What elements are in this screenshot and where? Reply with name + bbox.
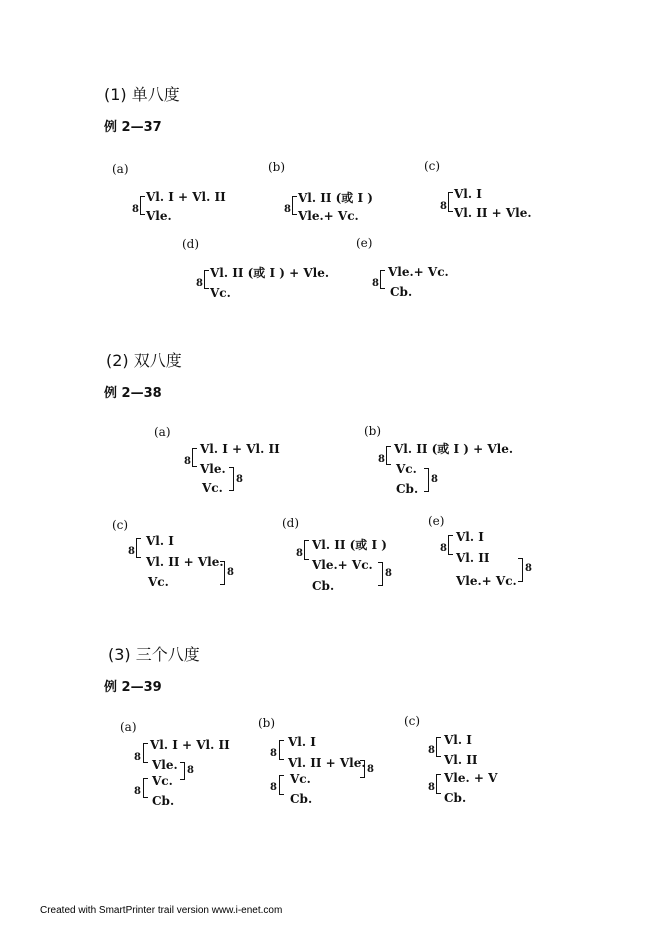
staff-line: Vl. I + Vl. II [146,190,226,204]
octave-mark: 8 [270,748,277,759]
variant-label: (c) [112,518,129,532]
octave-mark: 8 [134,752,141,763]
staff-line: Cb. [152,794,175,808]
staff-line: Cb. [312,579,335,593]
octave-mark: 8 [385,568,392,579]
octave-mark: 8 [525,563,532,574]
octave-mark: 8 [132,204,139,215]
octave-mark: 8 [378,454,385,465]
octave-bracket [220,561,225,585]
staff-line: Vl. II + Vle. [454,206,532,220]
variant-label: (b) [268,160,286,174]
octave-bracket [380,270,385,289]
watermark-footer: Created with SmartPrinter trail version www.i-enet.com [40,905,283,916]
variant-label: (e) [428,514,445,528]
octave-mark: 8 [134,786,141,797]
variant-label: (c) [404,714,421,728]
example-number: 例 2—37 [104,120,162,135]
octave-bracket [292,196,297,215]
staff-line: Vle. [146,209,172,223]
staff-line: Vc. [152,774,173,788]
staff-line: Vl. II (或 I ) [298,191,373,205]
variant-label: (a) [120,720,137,734]
octave-bracket [143,743,148,763]
staff-line: Vl. I + Vl. II [150,738,230,752]
octave-bracket [143,778,148,798]
octave-bracket [436,737,441,757]
octave-bracket [140,196,145,215]
staff-line: Vl. I [146,534,174,548]
octave-mark: 8 [227,567,234,578]
octave-bracket [229,467,234,491]
octave-mark: 8 [440,543,447,554]
octave-bracket [192,448,197,467]
variant-label: (c) [424,159,441,173]
staff-line: Vl. I + Vl. II [200,442,280,456]
variant-label: (d) [182,237,200,251]
octave-bracket [448,535,453,555]
staff-line: Vle. [200,462,226,476]
staff-line: Vl. I [444,733,472,747]
octave-mark: 8 [296,548,303,559]
staff-line: Vle. [152,758,178,772]
octave-bracket [360,760,365,778]
section-heading: (1) 单八度 [104,85,180,104]
variant-label: (b) [258,716,276,730]
octave-bracket [518,558,523,582]
octave-bracket [386,446,391,465]
octave-mark: 8 [440,201,447,212]
staff-line: Vc. [210,286,231,300]
octave-mark: 8 [372,278,379,289]
staff-line: Vc. [396,462,417,476]
staff-line: Vc. [202,481,223,495]
octave-mark: 8 [128,546,135,557]
octave-mark: 8 [270,782,277,793]
octave-bracket [424,468,429,492]
staff-line: Cb. [290,792,313,806]
octave-mark: 8 [196,278,203,289]
octave-mark: 8 [236,474,243,485]
octave-bracket [136,538,141,558]
staff-line: Cb. [444,791,467,805]
example-number: 例 2—39 [104,680,162,695]
octave-bracket [304,540,309,560]
octave-bracket [279,775,284,795]
staff-line: Vl. II (或 I ) + Vle. [210,266,330,280]
octave-mark: 8 [284,204,291,215]
staff-line: Vle.+ Vc. [298,209,359,223]
octave-bracket [180,762,185,780]
staff-line: Vl. I [288,735,316,749]
octave-bracket [436,774,441,794]
octave-bracket [279,740,284,760]
octave-mark: 8 [184,456,191,467]
staff-line: Vl. II [444,753,478,767]
variant-label: (e) [356,236,373,250]
staff-line: Vl. II + Vle. [146,555,224,569]
octave-mark: 8 [367,764,374,775]
variant-label: (a) [112,162,129,176]
staff-line: Vl. II [456,551,490,565]
staff-line: Vl. I [454,187,482,201]
octave-bracket [204,270,209,289]
variant-label: (b) [364,424,382,438]
variant-label: (a) [154,425,171,439]
staff-line: Vle.+ Vc. [388,265,449,279]
staff-line: Vc. [148,575,169,589]
section-heading: (3) 三个八度 [108,645,200,664]
staff-line: Cb. [390,285,413,299]
staff-line: Vle. + V [444,771,498,785]
octave-mark: 8 [431,474,438,485]
octave-mark: 8 [187,765,194,776]
staff-line: Vle.+ Vc. [456,574,517,588]
octave-mark: 8 [428,745,435,756]
octave-bracket [448,192,453,212]
staff-line: Vle.+ Vc. [312,558,373,572]
variant-label: (d) [282,516,300,530]
octave-mark: 8 [428,782,435,793]
staff-line: Vl. II (或 I ) [312,538,387,552]
staff-line: Cb. [396,482,419,496]
staff-line: Vl. I [456,530,484,544]
octave-bracket [378,562,383,586]
staff-line: Vl. II + Vle. [288,756,366,770]
section-heading: (2) 双八度 [106,351,182,370]
staff-line: Vc. [290,772,311,786]
example-number: 例 2—38 [104,386,162,401]
staff-line: Vl. II (或 I ) + Vle. [394,442,514,456]
